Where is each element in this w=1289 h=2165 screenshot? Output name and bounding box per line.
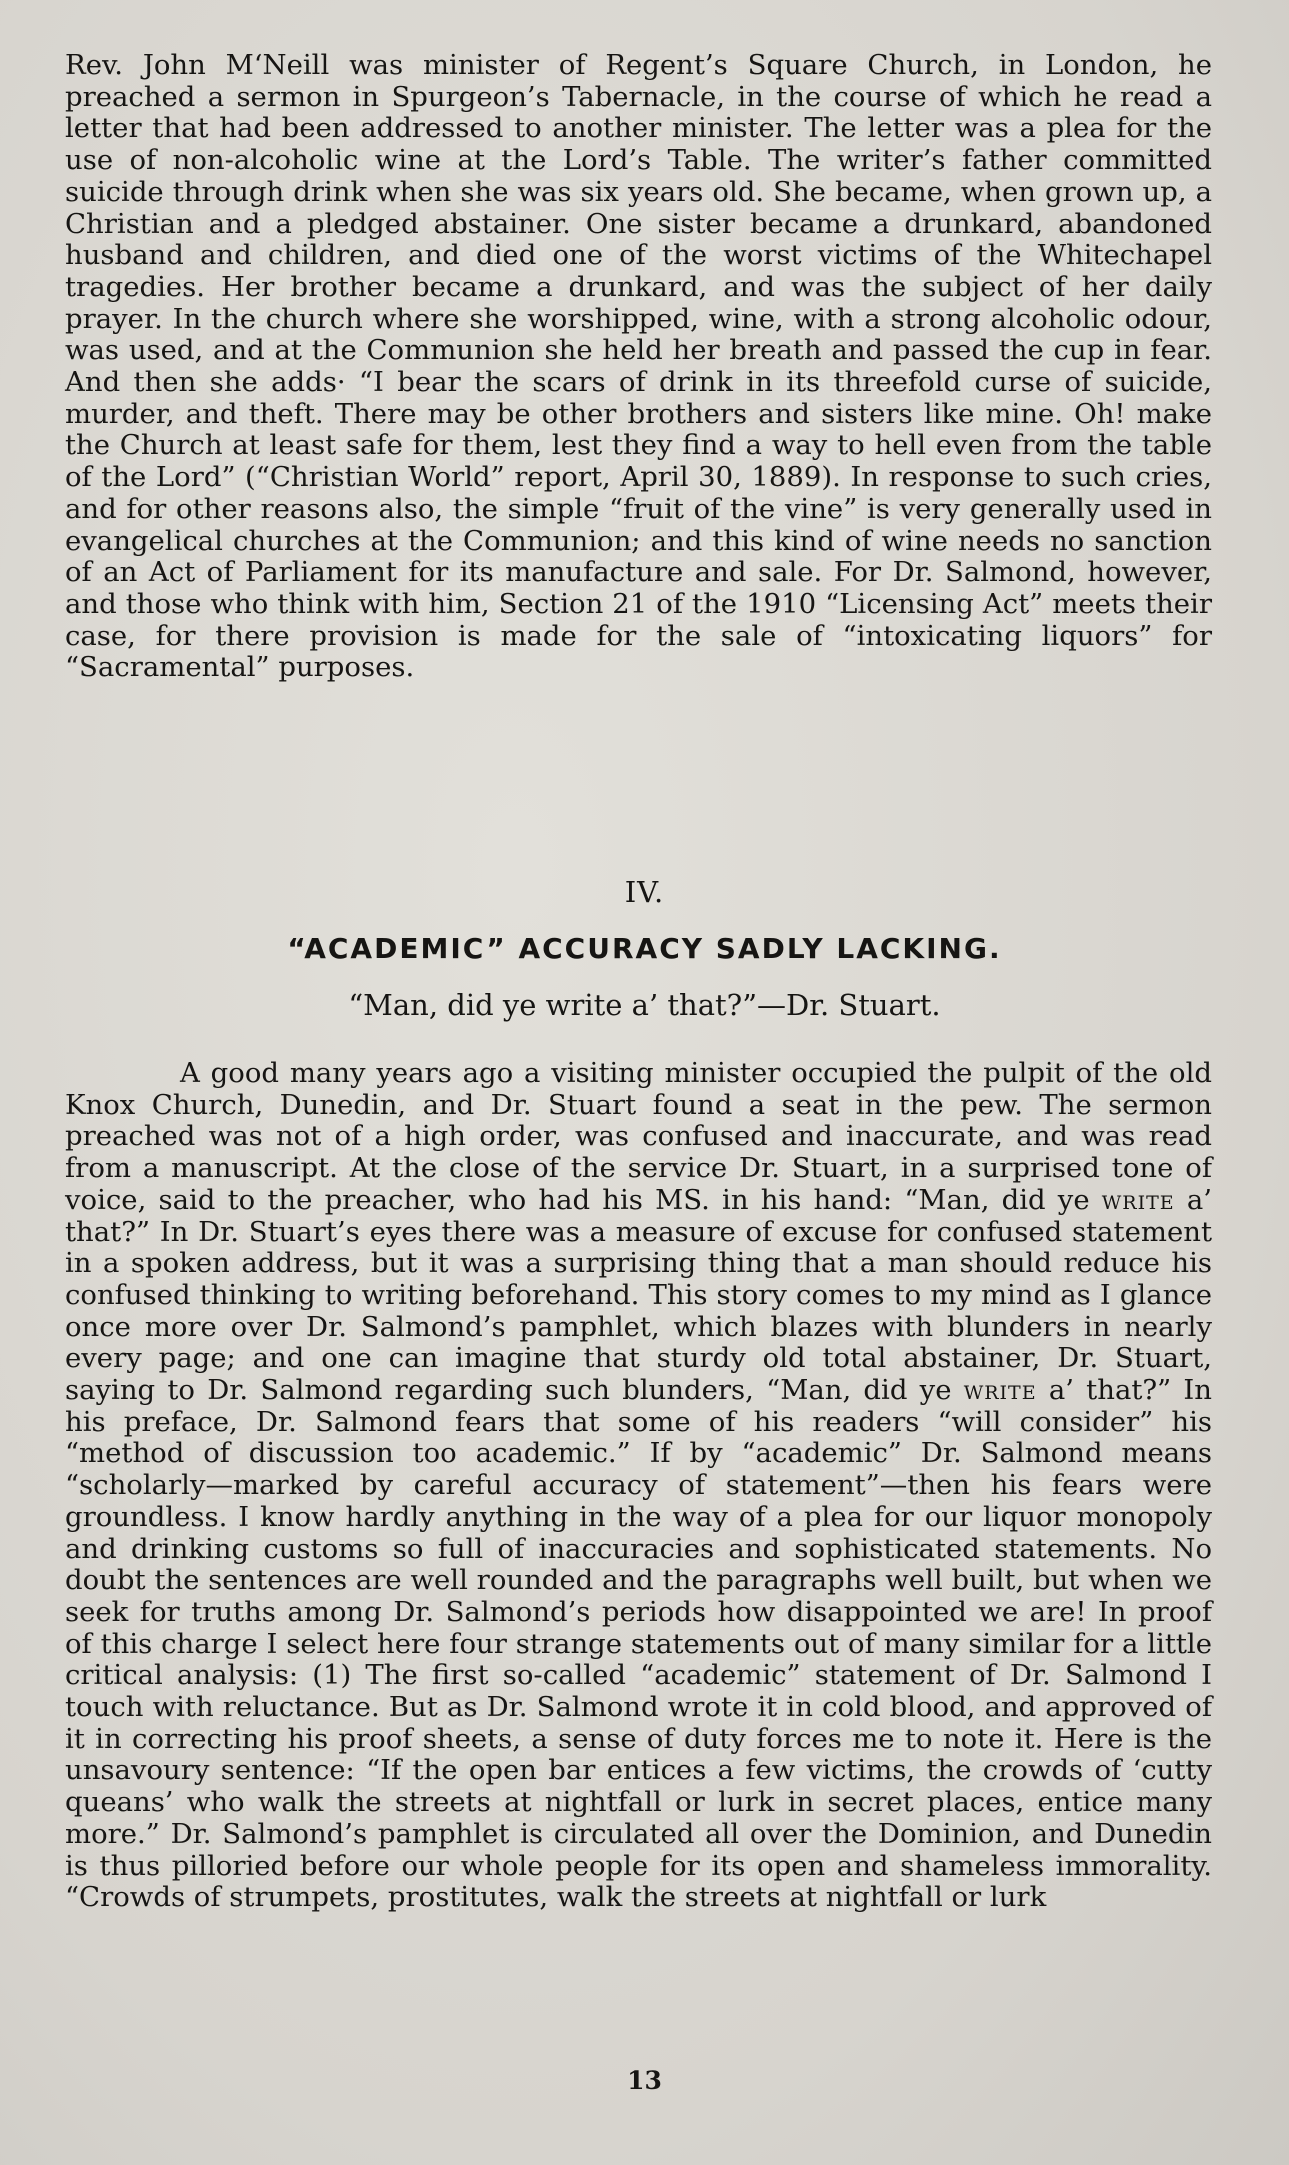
section-heading: “ACADEMIC” ACCURACY SADLY LACKING. [287,932,1002,965]
paragraph-text-part: a’ that?” In Dr. Stuart’s eyes there was a measure of excuse for confused statement in a spoken address, but it was a surprising thing that a man should reduce his confused thinking to writing beforehand. This story comes to my mind as I glance once more over Dr. Salmond’s pamphlet, which blazes with blunders in nearly every page; and one can imagine that sturdy old total abstainer, Dr. Stuart, saying to Dr. Salmond regarding such blunders, “Man, did ye [65,1183,1212,1407]
paragraph-text-part: A good many years ago a visiting minister occupied the pulpit of the old Knox Church, Dunedin, and Dr. Stuart found a seat in the pew. The sermon preached was not of a high order, was confused and inaccurate, and was read from a manuscript. At the close of the service Dr. Stuart, in a surprised tone of voice, said to the preacher, who had his MS. in his hand: “Man, did ye [65,1057,1212,1216]
epigraph-quote: “Man, did ye write a’ that?”—Dr. Stuart. [348,988,941,1022]
small-caps-word: write [1101,1183,1175,1216]
section-numeral: IV. [624,875,665,909]
paragraph-text-part: a’ that?” In his preface, Dr. Salmond fears that some of his readers “will consider” his “method of discussion too academic.” If by “academic” Dr. Salmond means “scholarly—marked by careful accuracy of statement”—then his fears were groundless. I know hardly anything in the way of a plea for our liquor monopoly and drinking customs so full of inaccuracies and sophisticated statements. No doubt the sentences are well rounded and the paragraphs well built, but when we seek for truths among Dr. Salmond’s periods how disappointed we are! In proof of this charge I select here four strange statements out of many similar for a little critical analysis: (1) The first so-called “academic” statement of Dr. Salmond I touch with reluctance. But as Dr. Salmond wrote it in cold blood, and approved of it in correcting his proof sheets, a sense of duty forces me to note it. Here is the unsavoury sentence: “If the open bar entices a few victims, the crowds of ‘cutty queans’ who walk the streets at nightfall or lurk in secret places, entice many more.” Dr. Salmond’s pamphlet is circulated all over the Dominion, and Dunedin is thus pilloried before our whole people for its open and shameless immorality. “Crowds of strumpets, prostitutes, walk the streets at nightfall or lurk [65,1374,1212,1914]
body-paragraph-knox-church [65,1058,1212,1914]
body-paragraph-continued: Rev. John M‘Neill was minister of Regent’s Square Church, in London, he preached a sermon in Spurgeon’s Tabernacle, in the course of which he read a letter that had been addressed to another minister. The letter was a plea for the use of non-alcoholic wine at the Lord’s Table. The writer’s father committed suicide through drink when she was six years old. She became, when grown up, a Christian and a pledged abstainer. One sister became a drunkard, abandoned husband and children, and died one of the worst victims of the Whitechapel tragedies. Her brother became a drunkard, and was the subject of her daily prayer. In the church where she worshipped, wine, with a strong alcoholic odour, was used, and at the Communion she held her breath and passed the cup in fear. And then she adds· “I bear the scars of drink in its threefold curse of suicide, murder, and theft. There may be other brothers and sisters like mine. Oh! make the Church at least safe for them, lest they find a way to hell even from the table of the Lord” (“Christian World” report, April 30, 1889). In response to such cries, and for other reasons also, the simple “fruit of the vine” is very generally used in evangelical churches at the Communion; and this kind of wine needs no sanction of an Act of Parliament for its manufacture and sale. For Dr. Salmond, however, and those who think with him, Section 21 of the 1910 “Licensing Act” meets their case, for there provision is made for the sale of “intoxicating liquors” for “Sacramental” purposes. [65,49,1212,684]
small-caps-word: write [963,1374,1037,1407]
page-number: 13 [627,2066,662,2095]
